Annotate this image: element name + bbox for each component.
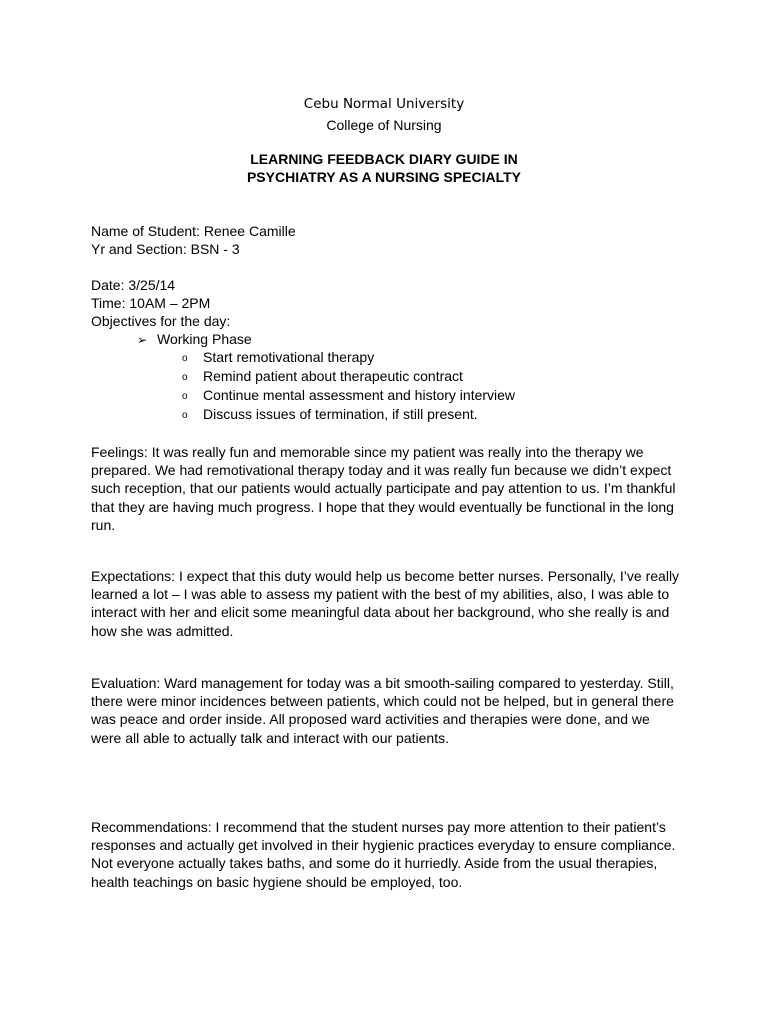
document-title-line-2: PSYCHIATRY AS A NURSING SPECIALTY [246,169,522,185]
student-name: Name of Student: Renee Camille [91,223,296,239]
objective-item [182,348,374,368]
objective-item-text: Remind patient about therapeutic contract [203,368,463,384]
college-name: College of Nursing [326,117,442,133]
evaluation-paragraph: Evaluation: Ward management for today was a bit smooth-sailing compared to yesterday. Still, there were minor incidences between patients, which could not be helped, but in general there was peace and order inside. All proposed ward activities and therapies were done, and we were all able to actually talk and interact with our patients. [91,675,674,746]
objective-phase-label: Working Phase [157,331,252,347]
objective-item [182,367,463,387]
objective-item-text: Continue mental assessment and history interview [203,387,516,403]
year-section: Yr and Section: BSN - 3 [91,241,240,257]
objective-phase [137,330,252,349]
time-line: Time: 10AM – 2PM [91,295,211,311]
recommendations-paragraph: Recommendations: I recommend that the student nurses pay more attention to their patient’s responses and actually get involved in their hygienic practices everyday to ensure compliance. Not everyone actually takes baths, and some do it hurriedly. Aside from the usual therapies, health teachings on basic hygiene should be employed, too. [91,819,676,890]
feelings-paragraph: Feelings: It was really fun and memorable since my patient was really into the therapy we prepared. We had remotivational therapy today and it was really fun because we didn’t expect such reception, that our patients would actually participate and pay attention to us. I’m thankful that they are having much progress. I hope that they would eventually be functional in the long run. [91,444,676,533]
objective-item [182,405,478,425]
circle-bullet-icon: o [182,391,188,402]
circle-bullet-icon: o [182,372,188,383]
objectives-label: Objectives for the day: [91,313,231,329]
date-line: Date: 3/25/14 [91,277,176,293]
arrow-bullet-icon: ➢ [137,333,148,347]
circle-bullet-icon: o [182,410,188,421]
expectations-paragraph: Expectations: I expect that this duty would help us become better nurses. Personally, I’ve really learned a lot – I was able to assess my patient with the best of my abilities, also, I was able to interact with her and elicit some meaningful data about her background, who she really is and how she was admitted. [91,568,680,639]
objective-item [182,386,515,406]
objective-item-text: Discuss issues of termination, if still present. [203,406,478,422]
university-name: Cebu Normal University [303,96,465,112]
circle-bullet-icon: o [182,353,188,364]
document-title-line-1: LEARNING FEEDBACK DIARY GUIDE IN [250,151,518,167]
objective-item-text: Start remotivational therapy [203,349,375,365]
